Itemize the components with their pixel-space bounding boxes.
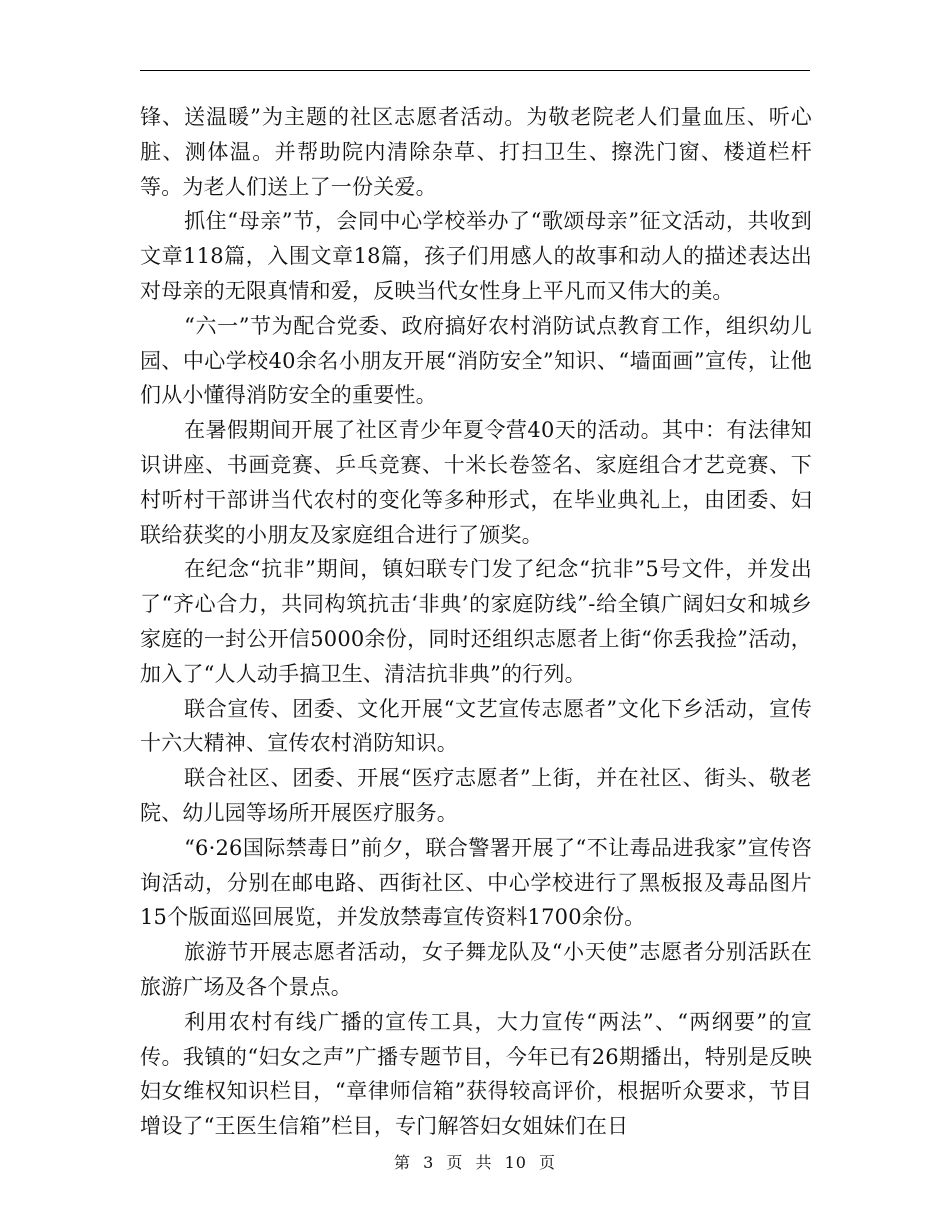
paragraph: 锋、送温暖”为主题的社区志愿者活动。为敬老院老人们量血压、听心脏、测体温。并帮助院内清除杂草、打扫卫生、擦洗门窗、楼道栏杆等。为老人们送上了一份关爱。: [140, 105, 812, 199]
total-pages-number: 10: [504, 1153, 527, 1172]
paragraph: 抓住“母亲”节，会同中心学校举办了“歌颂母亲”征文活动，共收到文章118篇，入围文章18篇，孩子们用感人的故事和动人的描述表达出对母亲的无限真情和爱，反映当代女性身上平凡而又伟大的美。: [140, 209, 812, 303]
paragraph: 利用农村有线广播的宣传工具，大力宣传“两法”、“两纲要”的宣传。我镇的“妇女之声”广播专题节目，今年已有26期播出，特别是反映妇女维权知识栏目，“章律师信箱”获得较高评价，根据听众要求，节目增设了“王医生信箱”栏目，专门解答妇女姐妹们在日: [140, 1009, 812, 1139]
total-label: 共: [475, 1153, 493, 1172]
header-rule: [140, 70, 810, 71]
paragraph: 联合社区、团委、开展“医疗志愿者”上街，并在社区、街头、敬老院、幼儿园等场所开展医疗服务。: [140, 766, 812, 825]
paragraph: 联合宣传、团委、文化开展“文艺宣传志愿者”文化下乡活动，宣传十六大精神、宣传农村消防知识。: [140, 696, 812, 756]
current-page-number: 3: [423, 1153, 435, 1172]
paragraph: 在纪念“抗非”期间，镇妇联专门发了纪念“抗非”5号文件，并发出了“齐心合力，共同构筑抗击‘非典’的家庭防线”-给全镇广阔妇女和城乡家庭的一封公开信5000余份，同时还组织志愿者上街“你丢我捡”活动，加入了“人人动手搞卫生、清洁抗非典”的行列。: [140, 557, 812, 686]
page-label-prefix: 第: [393, 1153, 411, 1172]
document-body: [140, 100, 812, 1144]
paragraph: “6·26国际禁毒日”前夕，联合警署开展了“不让毒品进我家”宣传咨询活动，分别在邮电路、西街社区、中心学校进行了黑板报及毒品图片15个版面巡回展览，并发放禁毒宣传资料1700余份。: [140, 835, 812, 930]
page-label-suffix: 页: [539, 1153, 557, 1172]
paragraph: 在暑假期间开展了社区青少年夏令营40天的活动。其中：有法律知识讲座、书画竞赛、乒乓竞赛、十米长卷签名、家庭组合才艺竞赛、下村听村干部讲当代农村的变化等多种形式，在毕业典礼上，由团委、妇联给获奖的小朋友及家庭组合进行了颁奖。: [140, 418, 812, 547]
paragraph: “六一”节为配合党委、政府搞好农村消防试点教育工作，组织幼儿园、中心学校40余名小朋友开展“消防安全”知识、“墙面画”宣传，让他们从小懂得消防安全的重要性。: [140, 313, 812, 408]
page-label-mid: 页: [446, 1153, 464, 1172]
paragraph: 旅游节开展志愿者活动，女子舞龙队及“小天使”志愿者分别活跃在旅游广场及各个景点。: [140, 940, 812, 999]
page-footer: [0, 1150, 950, 1173]
